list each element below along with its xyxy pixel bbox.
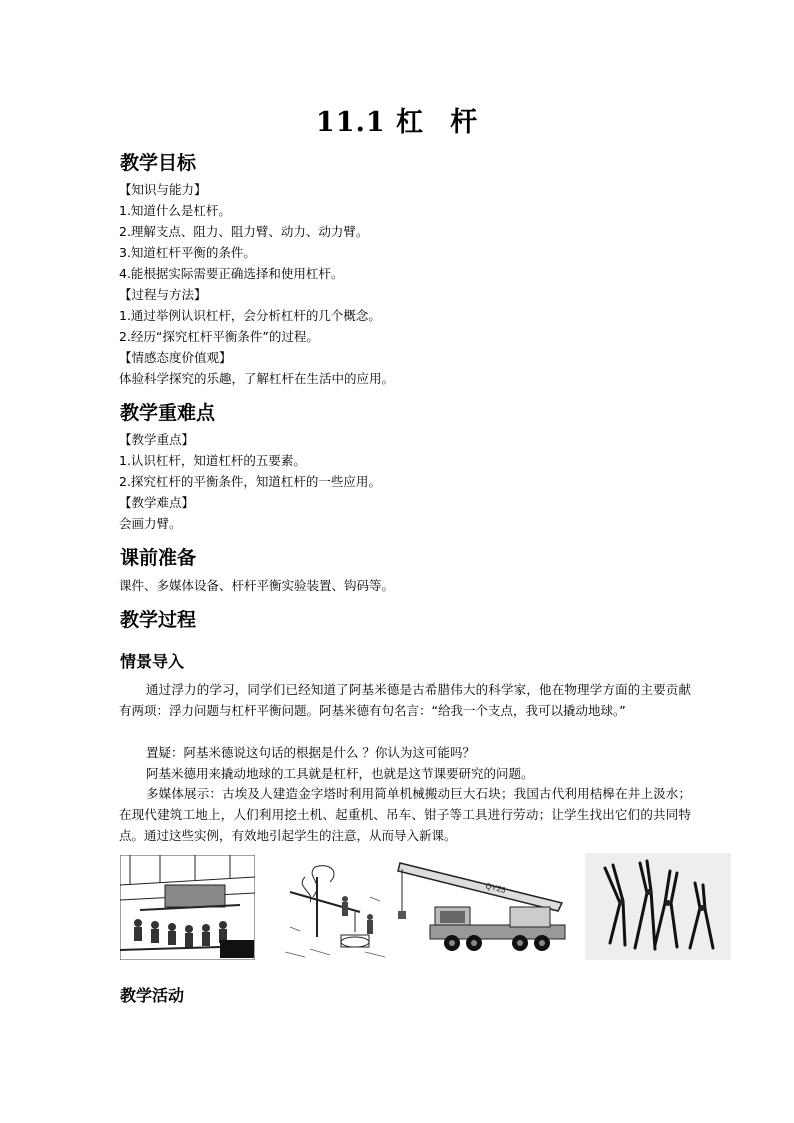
intro-paragraph-2: 置疑：阿基米德说这句话的根据是什么 ？你认为这可能吗？ bbox=[146, 745, 475, 760]
prep-text: 课件、多媒体设备、杆杆平衡实验装置、钩码等。 bbox=[119, 578, 395, 593]
difficulty-label: 【教学难点】 bbox=[119, 495, 195, 510]
pyramid-builders-illustration bbox=[120, 855, 255, 960]
keypoints-heading: 教学重难点 bbox=[120, 402, 216, 424]
key-item-1: 1.认识杠杆，知道杠杆的五要素。 bbox=[119, 453, 306, 468]
difficulty-text: 会画力臂。 bbox=[119, 516, 182, 531]
title-char-1: 杠 bbox=[396, 107, 425, 138]
process-method-item-2: 2.经历“探究杠杆平衡条件”的过程。 bbox=[119, 329, 319, 344]
crane-figure bbox=[390, 855, 570, 958]
intro-paragraph-1: 通过浮力的学习，同学们已经知道了阿基米德是古希腊伟大的科学家，他在物理学方面的主要贡献有两项：浮力问题与杠杆平衡问题。阿基米德有句名言：“给我一个支点，我可以撬动地球。” bbox=[119, 682, 691, 718]
crane-boom-label: QY25 bbox=[484, 881, 507, 895]
process-method-item-1: 1.通过举例认识杠杆，会分析杠杆的几个概念。 bbox=[119, 308, 381, 323]
key-item-2: 2.探究杠杆的平衡条件，知道杠杆的一些应用。 bbox=[119, 474, 381, 489]
pliers-illustration bbox=[585, 853, 731, 960]
activity-heading: 教学活动 bbox=[120, 986, 185, 1005]
prep-heading: 课前准备 bbox=[120, 547, 197, 569]
intro-paragraph-3: 阿基米德用来撬动地球的工具就是杠杆，也就是这节课要研究的问题。 bbox=[146, 766, 534, 781]
knowledge-label: 【知识与能力】 bbox=[119, 182, 207, 197]
title-number: 11.1 bbox=[315, 107, 386, 138]
intro-paragraph-4: 多媒体展示：古埃及人建造金字塔时利用简单机械搬动巨大石块；我国古代利用桔槔在井上汲水；在现代建筑工地上，人们利用挖土机、起重机、吊车、钳子等工具进行劳动；让学生找出它们的共同特点。通过这些实例，有效地引起学生的注意，从而导入新课。 bbox=[119, 786, 691, 843]
key-label: 【教学重点】 bbox=[119, 432, 195, 447]
process-heading: 教学过程 bbox=[120, 609, 197, 631]
well-sweep-figure bbox=[285, 857, 387, 960]
crane-illustration bbox=[390, 855, 570, 958]
pyramid-builders-figure bbox=[120, 855, 255, 960]
intro-heading: 情景导入 bbox=[120, 652, 185, 671]
title-char-2: 杆 bbox=[450, 107, 479, 138]
knowledge-item-2: 2.理解支点、阻力、阻力臂、动力、动力臂。 bbox=[119, 224, 369, 239]
knowledge-item-3: 3.知道杠杆平衡的条件。 bbox=[119, 245, 256, 260]
goals-heading: 教学目标 bbox=[120, 152, 197, 174]
page-title bbox=[0, 100, 794, 139]
knowledge-item-1: 1.知道什么是杠杆。 bbox=[119, 203, 231, 218]
process-method-label: 【过程与方法】 bbox=[119, 287, 207, 302]
pliers-figure bbox=[585, 853, 731, 960]
emotion-label: 【情感态度价值观】 bbox=[119, 350, 232, 365]
emotion-text: 体验科学探究的乐趣，了解杠杆在生活中的应用。 bbox=[119, 371, 395, 386]
well-sweep-illustration bbox=[285, 857, 387, 960]
knowledge-item-4: 4.能根据实际需要正确选择和使用杠杆。 bbox=[119, 266, 344, 281]
